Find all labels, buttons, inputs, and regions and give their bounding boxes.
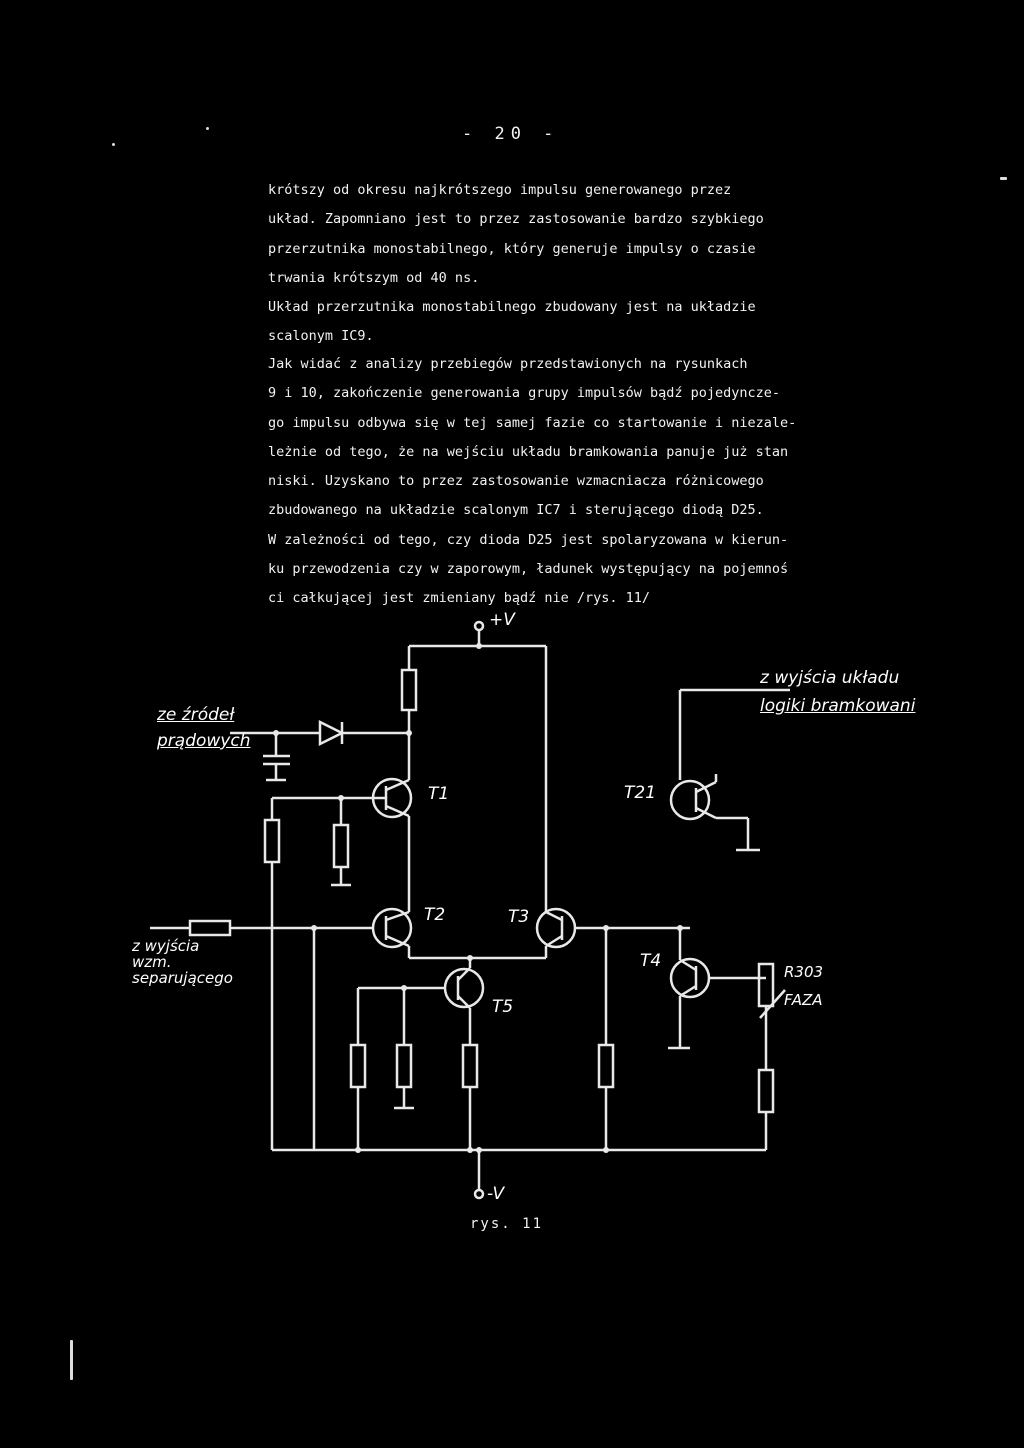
transistor-t1-label: T1 [428,784,450,804]
pot-label [784,958,823,1014]
label-line: wzm. [132,953,172,971]
text-line: Układ przerzutnika monostabilnego zbudowany jest na układzie [268,299,756,316]
figure-caption: rys. 11 [470,1216,544,1232]
transistor-t5-label: T5 [492,997,514,1017]
text-line: ku przewodzenia czy w zaporowym, ładunek występujący na pojemnoś [268,561,789,578]
page-number: - 20 - [462,124,560,144]
transistor-t3-label: T3 [508,907,530,927]
label-line: R303 [784,963,824,981]
label-line: separującego [132,969,233,987]
text-line: ci całkującej jest zmieniany bądź nie /rys. 11/ [268,590,651,607]
text-line: trwania krótszym od 40 ns. [268,269,480,286]
text-line: krótszy od okresu najkrótszego impulsu generowanego przez [268,182,732,198]
text-line: go impulsu odbywa się w tej samej fazie co startowanie i niezale- [268,414,797,431]
text-line: układ. Zapomniano jest to przez zastosowanie bardzo szybkiego [268,211,764,228]
transistor-t2-label: T2 [424,905,446,925]
label-line: z wyjścia układu [760,668,900,688]
supply-top-label: +V [489,610,515,630]
text-line: 9 i 10, zakończenie generowania grupy impulsów bądź pojedyncze- [268,385,781,402]
label-line: FAZA [784,991,823,1009]
label-gating-logic [760,664,915,720]
text-line: niski. Uzyskano to przez zastosowanie wzmacniacza różnicowego [268,473,764,490]
label-current-sources [157,702,250,754]
label-line: z wyjścia [132,937,200,955]
text-line: zbudowanego na układzie scalonym IC7 i sterującego diodą D25. [268,502,764,519]
label-line: ze źródeł [157,705,235,725]
text-line: W zależności od tego, czy dioda D25 jest spolaryzowana w kierun- [268,531,789,548]
label-line: prądowych [157,731,251,751]
transistor-t4-label: T4 [640,951,662,971]
transistor-t21-label: T21 [624,783,657,803]
text-line: przerzutnika monostabilnego, który generuje impulsy o czasie [268,240,756,257]
text-line: leżnie od tego, że na wejściu układu bramkowania panuje już stan [268,443,789,460]
text-line: Jak widać z analizy przebiegów przedstawionych na rysunkach [268,356,748,372]
label-line: logiki bramkowani [760,696,916,716]
label-separating-amp [132,938,233,986]
supply-bottom-label: -V [487,1184,505,1204]
text-line: scalonym IC9. [268,328,374,345]
